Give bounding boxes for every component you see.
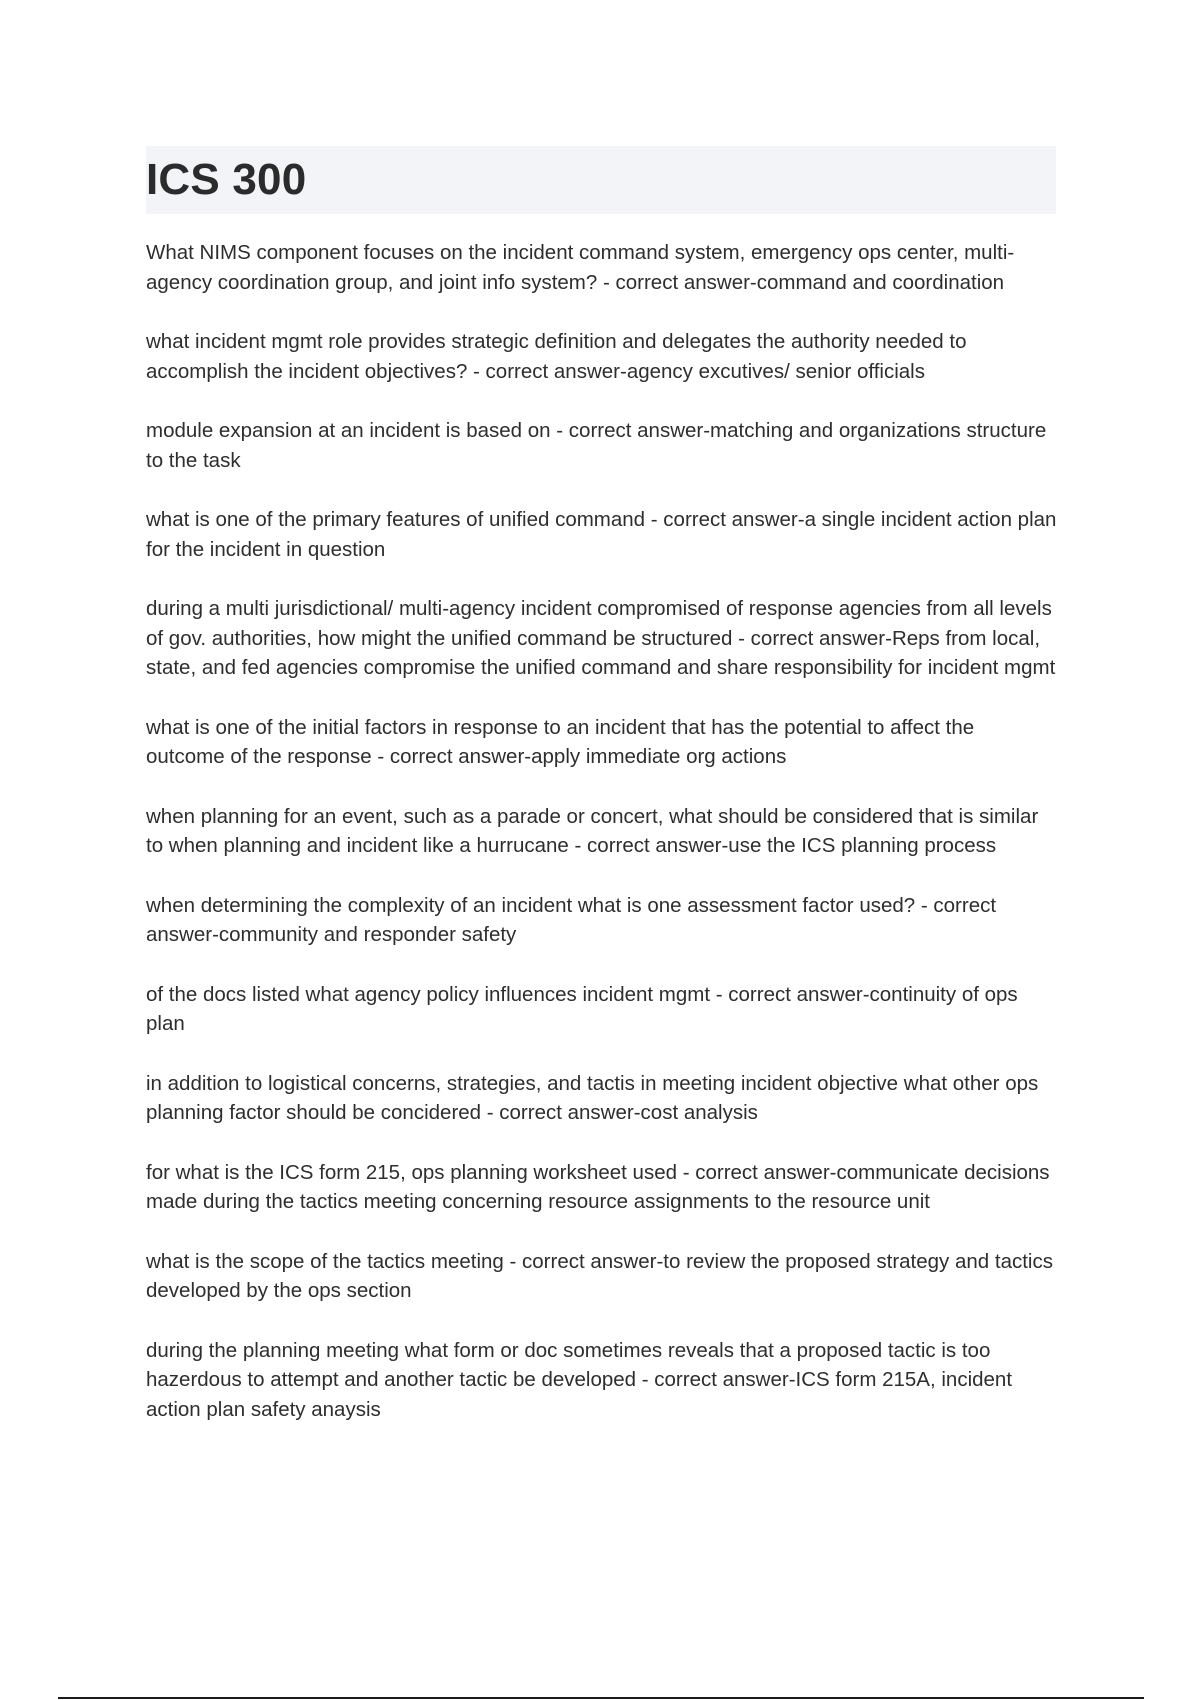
qa-item-8: when determining the complexity of an incident what is one assessment factor used? - correct answer-community and responder safety xyxy=(146,893,997,946)
qa-item-3: module expansion at an incident is based on - correct answer-matching and organizations structure to the task xyxy=(146,419,1047,472)
question-answer-list xyxy=(146,238,1058,1454)
title-banner xyxy=(146,146,1056,214)
qa-item-10: in addition to logistical concerns, strategies, and tactis in meeting incident objective what other ops planning factor should be concidered - correct answer-cost analysis xyxy=(146,1071,1039,1124)
qa-item-11: for what is the ICS form 215, ops planning worksheet used - correct answer-communicate decisions made during the tactics meeting concerning resource assignments to the resource unit xyxy=(146,1160,1050,1213)
qa-item-7: when planning for an event, such as a parade or concert, what should be considered that is similar to when planning and incident like a hurrucane - correct answer-use the ICS planning process xyxy=(146,804,1039,857)
qa-item-2: what incident mgmt role provides strategic definition and delegates the authority needed to accomplish the incident objectives? - correct answer-agency excutives/ senior officials xyxy=(146,330,967,383)
qa-item-9: of the docs listed what agency policy influences incident mgmt - correct answer-continuity of ops plan xyxy=(146,982,1018,1035)
qa-item-1: What NIMS component focuses on the incident command system, emergency ops center, multi-agency coordination group, and joint info system? - correct answer-command and coordination xyxy=(146,241,1015,294)
qa-item-5: during a multi jurisdictional/ multi-agency incident compromised of response agencies from all levels of gov. authorities, how might the unified command be structured - correct answer-Reps from local, state, and fed agencies compromise the unified command and share responsibility for incident mgmt xyxy=(146,597,1056,679)
qa-item-13: during the planning meeting what form or doc sometimes reveals that a proposed tactic is too hazerdous to attempt and another tactic be developed - correct answer-ICS form 215A, incident action plan safety anaysis xyxy=(146,1338,1013,1421)
page-title: ICS 300 xyxy=(146,155,307,204)
footer-divider xyxy=(58,1697,1144,1699)
qa-item-4: what is one of the primary features of unified command - correct answer-a single incident action plan for the incident in question xyxy=(146,508,1057,561)
qa-item-12: what is the scope of the tactics meeting - correct answer-to review the proposed strategy and tactics developed by the ops section xyxy=(146,1249,1053,1302)
qa-item-6: what is one of the initial factors in response to an incident that has the potential to affect the outcome of the response - correct answer-apply immediate org actions xyxy=(146,715,975,768)
